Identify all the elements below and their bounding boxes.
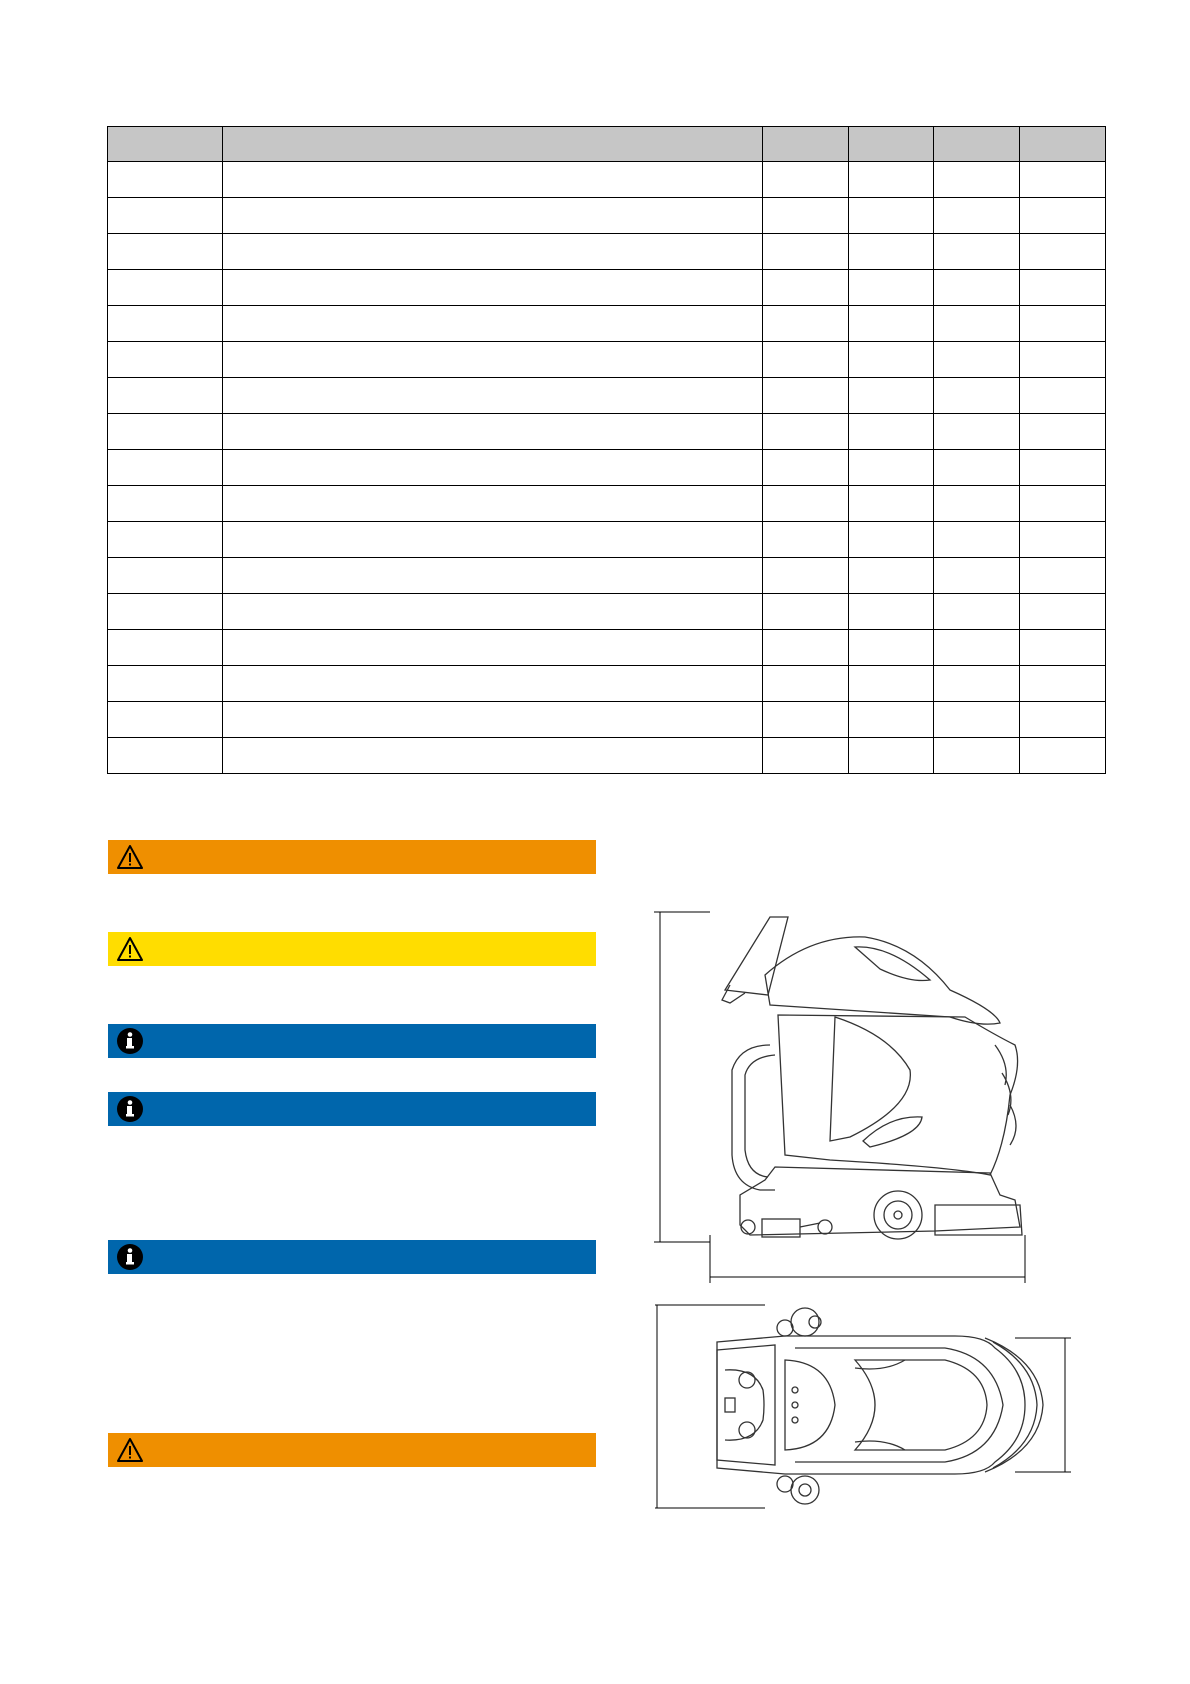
table-cell bbox=[934, 738, 1020, 774]
table-cell bbox=[223, 666, 763, 702]
table-cell bbox=[223, 630, 763, 666]
table-cell bbox=[223, 450, 763, 486]
table-cell bbox=[849, 522, 934, 558]
table-cell bbox=[763, 738, 849, 774]
table-cell bbox=[934, 378, 1020, 414]
table-cell bbox=[108, 630, 223, 666]
table-cell bbox=[934, 558, 1020, 594]
table-cell bbox=[108, 486, 223, 522]
table-cell bbox=[108, 594, 223, 630]
table-cell bbox=[108, 558, 223, 594]
table-cell bbox=[1020, 378, 1106, 414]
table-cell bbox=[849, 702, 934, 738]
table-cell bbox=[108, 450, 223, 486]
table-row bbox=[108, 234, 1106, 270]
table-cell bbox=[934, 702, 1020, 738]
table-cell bbox=[934, 162, 1020, 198]
column-header bbox=[223, 127, 763, 162]
table-cell bbox=[763, 522, 849, 558]
table-cell bbox=[849, 486, 934, 522]
table-cell bbox=[223, 738, 763, 774]
column-header bbox=[934, 127, 1020, 162]
table-row bbox=[108, 702, 1106, 738]
table-cell bbox=[108, 342, 223, 378]
table-cell bbox=[763, 702, 849, 738]
table-cell bbox=[934, 270, 1020, 306]
table-cell bbox=[934, 594, 1020, 630]
table-cell bbox=[849, 162, 934, 198]
info-bar bbox=[108, 1024, 596, 1058]
table-row bbox=[108, 450, 1106, 486]
table-cell bbox=[1020, 270, 1106, 306]
table-cell bbox=[934, 666, 1020, 702]
table-body bbox=[108, 162, 1106, 774]
table-cell bbox=[849, 558, 934, 594]
table-cell bbox=[849, 378, 934, 414]
table-cell bbox=[763, 594, 849, 630]
table-row bbox=[108, 414, 1106, 450]
table-cell bbox=[763, 378, 849, 414]
table-cell bbox=[763, 414, 849, 450]
table-cell bbox=[934, 234, 1020, 270]
table-row bbox=[108, 162, 1106, 198]
table-cell bbox=[108, 270, 223, 306]
table-cell bbox=[763, 630, 849, 666]
column-header bbox=[1020, 127, 1106, 162]
table-cell bbox=[108, 378, 223, 414]
table-cell bbox=[223, 378, 763, 414]
table-cell bbox=[763, 162, 849, 198]
table-cell bbox=[1020, 162, 1106, 198]
warning-triangle-icon bbox=[116, 843, 144, 871]
table-row bbox=[108, 486, 1106, 522]
table-cell bbox=[849, 234, 934, 270]
table-cell bbox=[223, 702, 763, 738]
table-row bbox=[108, 270, 1106, 306]
table-cell bbox=[849, 414, 934, 450]
table-cell bbox=[108, 234, 223, 270]
table-cell bbox=[1020, 306, 1106, 342]
table-cell bbox=[1020, 486, 1106, 522]
table-cell bbox=[763, 198, 849, 234]
table-cell bbox=[763, 450, 849, 486]
table-cell bbox=[1020, 594, 1106, 630]
table-header-row bbox=[108, 127, 1106, 162]
table-cell bbox=[108, 162, 223, 198]
table-row bbox=[108, 522, 1106, 558]
table-cell bbox=[934, 306, 1020, 342]
table-cell bbox=[223, 234, 763, 270]
table-cell bbox=[934, 342, 1020, 378]
table-cell bbox=[934, 198, 1020, 234]
column-header bbox=[849, 127, 934, 162]
table-cell bbox=[1020, 558, 1106, 594]
table-row bbox=[108, 558, 1106, 594]
table-cell bbox=[763, 342, 849, 378]
table-cell bbox=[1020, 666, 1106, 702]
table-cell bbox=[934, 630, 1020, 666]
table-cell bbox=[849, 270, 934, 306]
table-cell bbox=[108, 738, 223, 774]
table-row bbox=[108, 594, 1106, 630]
table-cell bbox=[223, 558, 763, 594]
column-header bbox=[763, 127, 849, 162]
table-cell bbox=[763, 486, 849, 522]
table-cell bbox=[223, 486, 763, 522]
table-cell bbox=[1020, 342, 1106, 378]
table-cell bbox=[1020, 738, 1106, 774]
table-cell bbox=[849, 342, 934, 378]
table-cell bbox=[108, 702, 223, 738]
table-cell bbox=[223, 270, 763, 306]
machine-top-outline bbox=[717, 1308, 1043, 1504]
table-cell bbox=[763, 234, 849, 270]
warning-bar bbox=[108, 1433, 596, 1467]
table-cell bbox=[223, 414, 763, 450]
warning-triangle-icon bbox=[116, 935, 144, 963]
table-cell bbox=[1020, 630, 1106, 666]
table-cell bbox=[108, 414, 223, 450]
floor-scrubber-top-view-drawing bbox=[655, 1300, 1085, 1515]
table-row bbox=[108, 666, 1106, 702]
table-cell bbox=[1020, 522, 1106, 558]
table-cell bbox=[849, 450, 934, 486]
table-row bbox=[108, 342, 1106, 378]
table-cell bbox=[849, 594, 934, 630]
table-cell bbox=[763, 270, 849, 306]
warning-bar bbox=[108, 840, 596, 874]
table-cell bbox=[934, 522, 1020, 558]
table-cell bbox=[223, 198, 763, 234]
table-cell bbox=[223, 306, 763, 342]
table-cell bbox=[1020, 450, 1106, 486]
table-cell bbox=[108, 522, 223, 558]
table-cell bbox=[1020, 198, 1106, 234]
table-cell bbox=[1020, 414, 1106, 450]
table-cell bbox=[849, 630, 934, 666]
info-bar bbox=[108, 1092, 596, 1126]
warning-triangle-icon bbox=[116, 1436, 144, 1464]
table-row bbox=[108, 198, 1106, 234]
table-cell bbox=[934, 414, 1020, 450]
table-cell bbox=[223, 522, 763, 558]
table-cell bbox=[849, 198, 934, 234]
caution-bar bbox=[108, 932, 596, 966]
table-cell bbox=[223, 594, 763, 630]
specifications-table bbox=[107, 126, 1106, 774]
table-cell bbox=[934, 450, 1020, 486]
table-cell bbox=[223, 162, 763, 198]
table-row bbox=[108, 738, 1106, 774]
table-cell bbox=[849, 306, 934, 342]
floor-scrubber-side-view-drawing bbox=[650, 905, 1090, 1290]
table-cell bbox=[1020, 702, 1106, 738]
column-header bbox=[108, 127, 223, 162]
table-cell bbox=[763, 558, 849, 594]
table-cell bbox=[108, 306, 223, 342]
table-cell bbox=[849, 738, 934, 774]
info-icon bbox=[116, 1095, 144, 1123]
table-cell bbox=[849, 666, 934, 702]
table-row bbox=[108, 378, 1106, 414]
info-bar bbox=[108, 1240, 596, 1274]
table-cell bbox=[108, 198, 223, 234]
machine-side-outline bbox=[722, 917, 1022, 1239]
info-icon bbox=[116, 1027, 144, 1055]
table-cell bbox=[108, 666, 223, 702]
table-row bbox=[108, 306, 1106, 342]
info-icon bbox=[116, 1243, 144, 1271]
table-row bbox=[108, 630, 1106, 666]
table-cell bbox=[934, 486, 1020, 522]
table-header bbox=[108, 127, 1106, 162]
table-cell bbox=[1020, 234, 1106, 270]
table-cell bbox=[223, 342, 763, 378]
table-cell bbox=[763, 666, 849, 702]
table-cell bbox=[763, 306, 849, 342]
